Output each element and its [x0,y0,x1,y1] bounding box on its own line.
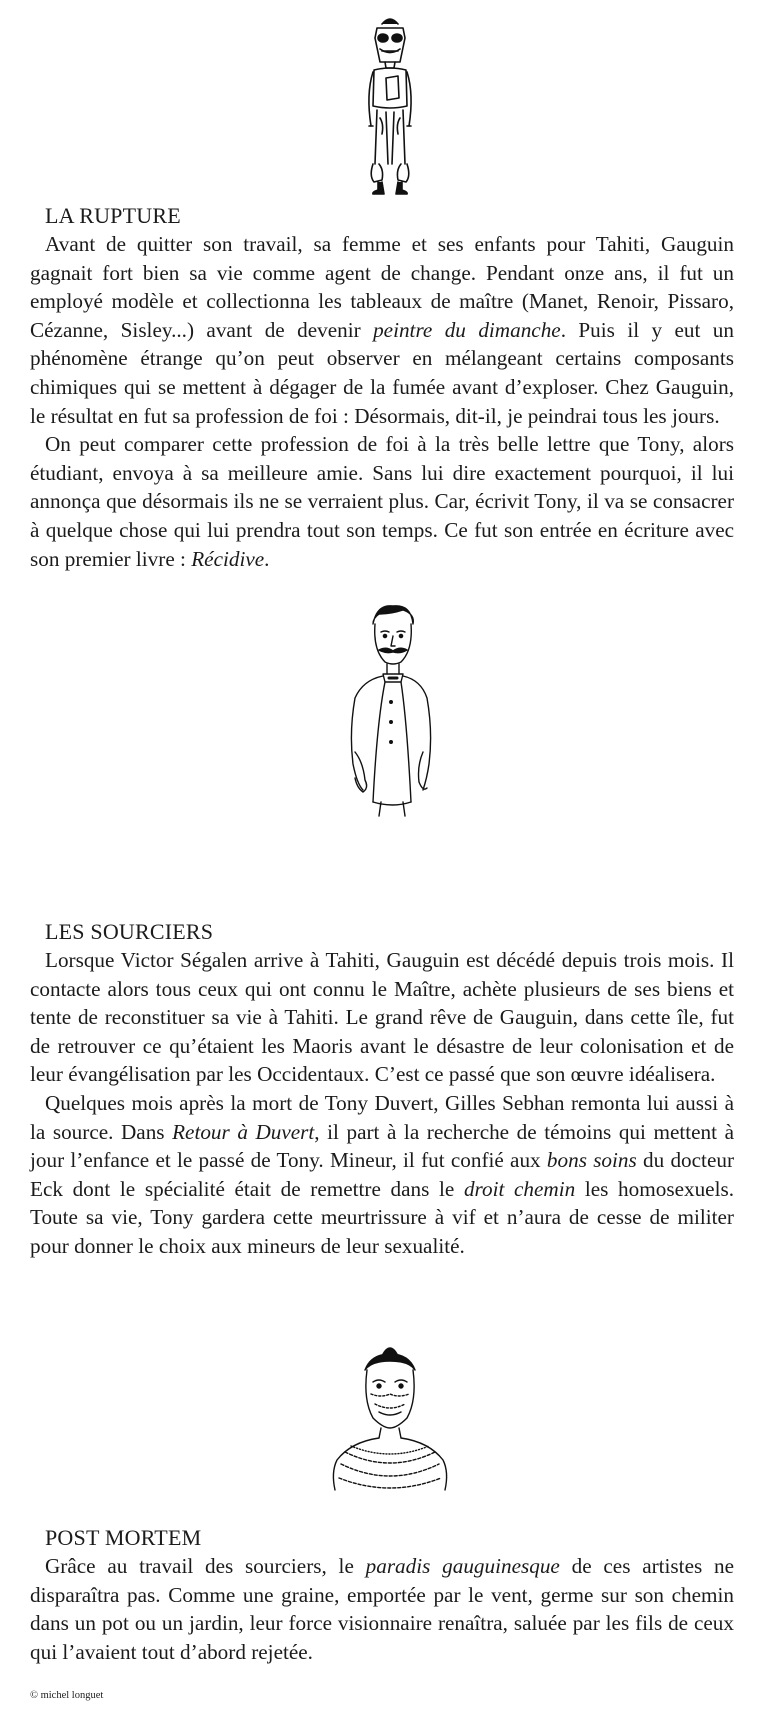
paragraph [30,230,734,430]
text-run: Lorsque Victor Ségalen arrive à Tahiti, Gauguin est décédé depuis trois mois. Il contacte alors tous ceux qui ont connu le Maître, achète plusieurs de ses biens et tente de reconstituer sa vie à Tahiti. Le grand rêve de Gauguin, dans cette île, fut de retrouver ce qu’étaient les Maoris avant le désastre de leur colonisation et de leur évangélisation par les Occidentaux. C’est ce passé que son œuvre idéalisera. [30,948,734,1087]
paragraph [30,946,734,1089]
copyright-credit: © michel longuet [30,1690,104,1701]
paragraph [30,1552,734,1666]
text-run: de ces artistes ne disparaîtra pas. Comme une graine, emportée par le vent, germe sur son chemin dans un pot ou un jardin, leur force visionnaire renaîtra, saluée par les fils de ceux qui l’avaient tout d’abord rejetée. [30,1554,734,1664]
paragraph [30,1089,734,1261]
section-heading: LA RUPTURE [45,203,181,228]
italic-text-run: droit chemin [463,1176,576,1201]
text-run: Quelques mois après la mort de Tony Duvert, Gilles Sebhan remonta lui aussi à la source. Dans [30,1090,734,1144]
text-run: Avant de quitter son travail, sa femme et ses enfants pour Tahiti, Gauguin gagnait fort bien sa vie comme agent de change. Pendant onze ans, il fut un employé modèle et collectionna les tableaux de maître (Manet, Renoir, Pissaro, Cézanne, Sisley...) avant de devenir [30,232,734,342]
tattooed-maori-illustration [321,1342,459,1492]
italic-text-run: Récidive [191,546,265,571]
tiki-figure-illustration [360,14,420,200]
italic-text-run: peintre du dimanche [373,317,561,342]
moustached-man-illustration [333,602,447,820]
text-run: du docteur Eck dont le spécialité était de remettre dans le [30,1148,734,1201]
italic-text-run: bons soins [546,1148,637,1173]
paragraph [30,430,734,573]
section-les-sourciers [30,918,734,1261]
section-post-mortem [30,1524,734,1666]
section-heading: LES SOURCIERS [45,919,214,944]
text-run: . [264,546,270,571]
text-run: Grâce au travail des sourciers, le [45,1554,366,1578]
text-run: les homosexuels. Toute sa vie, Tony gardera cette meurtrissure à vif et n’aura de cesse de militer pour donner le choix aux mineurs de leur sexualité. [30,1176,734,1258]
italic-text-run: Retour à Duvert [172,1119,315,1144]
text-run: . Puis il y eut un phénomène étrange qu’on peut observer en mélangeant certains composants chimiques qui se mettent à dégager de la fumée avant d’exploser. Chez Gauguin, le résultat en fut sa profession de foi : Désormais, dit-il, je peindrai tous les jours. [30,317,734,428]
section-la-rupture [30,202,734,573]
text-run: On peut comparer cette profession de foi à la très belle lettre que Tony, alors étudiant, envoya à sa meilleure amie. Sans lui dire exactement pourquoi, il lui annonça que désormais ils ne se verraient plus. Car, écrivit Tony, il va se consacrer à quelque chose qui lui prendra tout son temps. Ce fut son entrée en écriture avec son premier livre : [30,432,734,571]
text-run: , il part à la recherche de témoins qui mettent à jour l’enfance et le passé de Tony. Mineur, il fut confié aux [30,1119,734,1173]
section-heading: POST MORTEM [45,1525,202,1550]
italic-text-run: paradis gauguinesque [365,1554,560,1578]
